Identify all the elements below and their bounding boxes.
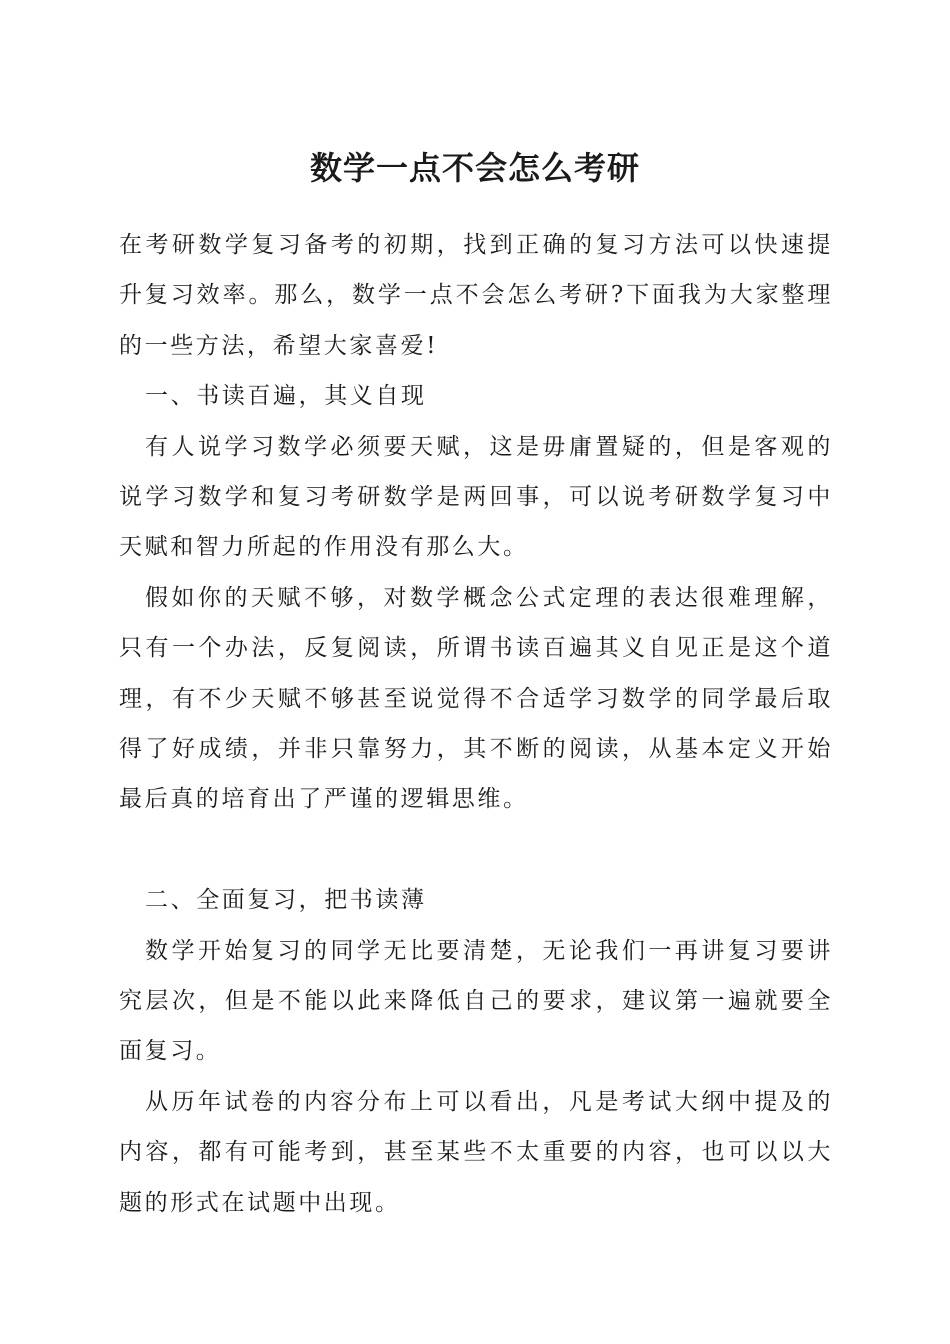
section-heading-1: 一、书读百遍，其义自现 <box>145 383 427 410</box>
intro-paragraph: 在考研数学复习备考的初期，找到正确的复习方法可以快速提升复习效率。那么，数学一点不会怎么考研?下面我为大家整理的一些方法，希望大家喜爱! <box>119 232 833 359</box>
body-paragraph-4: 从历年试卷的内容分布上可以看出，凡是考试大纲中提及的内容，都有可能考到，甚至某些不太重要的内容，也可以以大题的形式在试题中出现。 <box>119 1088 833 1216</box>
section-spacer <box>119 825 833 875</box>
document-title: 数学一点不会怎么考研 <box>309 149 640 187</box>
body-paragraph-2: 假如你的天赋不够，对数学概念公式定理的表达很难理解，只有一个办法，反复阅读，所谓书读百遍其义自见正是这个道理，有不少天赋不够甚至说觉得不合适学习数学的同学最后取得了好成绩，并非只靠努力，其不断的阅读，从基本定义开始最后真的培育出了严谨的逻辑思维。 <box>119 584 833 813</box>
body-paragraph-1: 有人说学习数学必须要天赋，这是毋庸置疑的，但是客观的说学习数学和复习考研数学是两回事，可以说考研数学复习中天赋和智力所起的作用没有那么大。 <box>119 433 833 561</box>
document-body <box>119 220 833 1228</box>
section-heading-2: 二、全面复习，把书读薄 <box>145 887 427 914</box>
body-paragraph-3: 数学开始复习的同学无比要清楚，无论我们一再讲复习要讲究层次，但是不能以此来降低自己的要求，建议第一遍就要全面复习。 <box>119 937 833 1065</box>
